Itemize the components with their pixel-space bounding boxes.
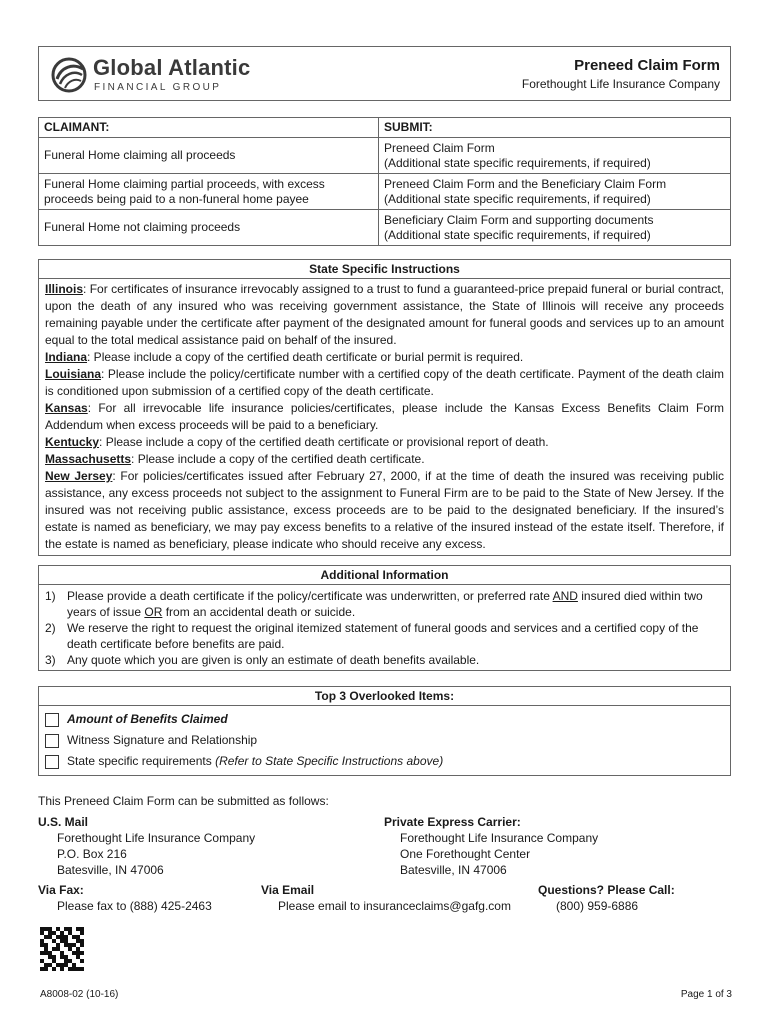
address-line: One Forethought Center bbox=[400, 847, 531, 861]
us-mail-heading: U.S. Mail bbox=[38, 815, 89, 829]
address-line: Forethought Life Insurance Company bbox=[400, 831, 599, 845]
checkbox-label: Witness Signature and Relationship bbox=[67, 733, 258, 747]
amount-claimed-checkbox[interactable] bbox=[45, 713, 59, 727]
address-line: Forethought Life Insurance Company bbox=[57, 831, 256, 845]
additional-info-box bbox=[38, 565, 731, 671]
state-instructions-title: State Specific Instructions bbox=[39, 260, 730, 279]
claimant-cell: Funeral Home claiming all proceeds bbox=[39, 138, 379, 174]
state-name: Massachusetts bbox=[45, 452, 132, 466]
overlooked-items-box bbox=[38, 686, 731, 776]
overlooked-item bbox=[45, 709, 724, 730]
express-carrier-address bbox=[384, 814, 598, 878]
table-row bbox=[39, 210, 731, 246]
witness-signature-checkbox[interactable] bbox=[45, 734, 59, 748]
claimant-line: proceeds being paid to a non-funeral home payee bbox=[44, 191, 309, 206]
state-requirements-checkbox[interactable] bbox=[45, 755, 59, 769]
fax-contact bbox=[38, 882, 212, 914]
fax-heading: Via Fax: bbox=[38, 883, 84, 897]
address-line: Batesville, IN 47006 bbox=[400, 863, 507, 877]
form-subtitle: Forethought Life Insurance Company bbox=[521, 77, 720, 91]
checkbox-label bbox=[67, 753, 443, 770]
form-title: Preneed Claim Form bbox=[574, 57, 720, 74]
state-name: Kentucky bbox=[45, 435, 100, 449]
claimant-line: Funeral Home claiming partial proceeds, with excess bbox=[44, 176, 325, 191]
claimant-cell bbox=[39, 174, 379, 210]
submit-line: Beneficiary Claim Form and supporting documents bbox=[384, 212, 654, 227]
claimant-submit-table bbox=[38, 117, 731, 246]
state-text: : Please include a copy of the certified death certificate or burial permit is required. bbox=[87, 350, 524, 364]
submit-line: (Additional state specific requirements, if required) bbox=[384, 191, 651, 206]
submission-intro: This Preneed Claim Form can be submitted as follows: bbox=[38, 794, 329, 808]
form-header bbox=[38, 46, 731, 101]
submit-line: Preneed Claim Form and the Beneficiary Claim Form bbox=[384, 176, 667, 191]
fax-number: Please fax to (888) 425-2463 bbox=[57, 899, 212, 913]
submit-line: Preneed Claim Form bbox=[384, 140, 495, 155]
submit-line: (Additional state specific requirements, if required) bbox=[384, 155, 651, 170]
us-mail-address bbox=[38, 814, 255, 878]
list-item bbox=[45, 652, 724, 668]
overlooked-items-body bbox=[39, 706, 730, 775]
item-text: We reserve the right to request the original itemized statement of funeral goods and services and a certified copy of the death certificate before benefits are paid. bbox=[67, 621, 699, 651]
item-text: Any quote which you are given is only an estimate of death benefits available. bbox=[67, 653, 480, 667]
state-instruction bbox=[45, 468, 724, 553]
item-emphasis: OR bbox=[144, 605, 163, 619]
additional-info-body bbox=[39, 585, 730, 670]
email-contact bbox=[261, 882, 511, 914]
item-text-part: Please provide a death certificate if the policy/certificate was underwritten, or preferred rate bbox=[67, 589, 553, 603]
state-text: : Please include a copy of the certified death certificate or provisional report of death. bbox=[99, 435, 549, 449]
table-row bbox=[39, 138, 731, 174]
state-instruction bbox=[45, 451, 724, 468]
table-header-row bbox=[39, 118, 731, 138]
state-text: : For all irrevocable life insurance policies/certificates, please include the Kansas Excess Benefits Claim Form Addendum when excess proceeds will be paid to a beneficiary. bbox=[45, 401, 724, 432]
email-address[interactable]: Please email to insuranceclaims@gafg.com bbox=[278, 899, 511, 913]
phone-contact bbox=[538, 882, 675, 914]
state-text: : Please include a copy of the certified death certificate. bbox=[131, 452, 425, 466]
state-instruction bbox=[45, 434, 724, 451]
logo-text: Global Atlantic bbox=[93, 55, 251, 80]
state-name: New Jersey bbox=[45, 469, 113, 483]
checkbox-label-note: (Refer to State Specific Instructions above) bbox=[215, 754, 444, 768]
submit-header: SUBMIT: bbox=[379, 118, 731, 138]
express-carrier-heading: Private Express Carrier: bbox=[384, 815, 521, 829]
state-instruction bbox=[45, 366, 724, 400]
barcode-image bbox=[40, 927, 84, 971]
phone-heading: Questions? Please Call: bbox=[538, 883, 675, 897]
item-number: 1) bbox=[45, 589, 56, 603]
item-emphasis: AND bbox=[552, 589, 578, 603]
state-name: Louisiana bbox=[45, 367, 102, 381]
list-item bbox=[45, 588, 724, 620]
email-heading: Via Email bbox=[261, 883, 315, 897]
submit-cell bbox=[379, 174, 731, 210]
overlooked-item bbox=[45, 730, 724, 751]
item-text bbox=[67, 588, 724, 620]
claimant-cell: Funeral Home not claiming proceeds bbox=[39, 210, 379, 246]
list-item bbox=[45, 620, 724, 652]
state-instruction bbox=[45, 349, 724, 366]
state-name: Indiana bbox=[45, 350, 88, 364]
state-instruction bbox=[45, 400, 724, 434]
item-text-part: insured died within two years of issue bbox=[67, 589, 703, 619]
item-number: 3) bbox=[45, 653, 56, 667]
logo-emblem-icon bbox=[51, 57, 87, 93]
table-row bbox=[39, 174, 731, 210]
state-instruction bbox=[45, 281, 724, 349]
state-instructions-body bbox=[39, 279, 730, 555]
page-number: Page 1 of 3 bbox=[680, 989, 732, 1000]
state-name: Kansas bbox=[45, 401, 88, 415]
address-line: P.O. Box 216 bbox=[57, 847, 127, 861]
overlooked-items-title: Top 3 Overlooked Items: bbox=[39, 687, 730, 706]
state-name: Illinois bbox=[45, 282, 84, 296]
state-text: : For certificates of insurance irrevocably assigned to a trust to fund a guaranteed-price prepaid funeral or burial contract, upon the death of any insured who was receiving government assistance, the State of Illinois will receive any proceeds remaining payable under the certificate after payment of the designated amount for funeral goods and services up to an amount equal to the total medical assistance paid on behalf of the insured. bbox=[45, 282, 724, 347]
state-text: : Please include the policy/certificate number with a certified copy of the death certificate. Payment of the death claim is conditioned upon submission of a certified copy of the death certificate. bbox=[45, 367, 724, 398]
claimant-header: CLAIMANT: bbox=[39, 118, 379, 138]
additional-info-title: Additional Information bbox=[39, 566, 730, 585]
submit-line: (Additional state specific requirements, if required) bbox=[384, 227, 651, 242]
submit-cell bbox=[379, 210, 731, 246]
item-text-part: from an accidental death or suicide. bbox=[162, 605, 356, 619]
state-text: : For policies/certificates issued after February 27, 2000, if at the time of death the insured was receiving public assistance, any excess proceeds not subject to the assignment to Funeral Firm are to be paid to the State of New Jersey. If the insured was not receiving public assistance, excess proceeds are to be paid to the designated beneficiary. If the insured’s estate is named as beneficiary, we may pay excess benefits to a relative of the insured instead of the estate itself. Therefore, if the estate is named as beneficiary, please indicate who should receive any excess. bbox=[45, 469, 725, 551]
checkbox-label-part: State specific requirements bbox=[67, 754, 216, 768]
address-line: Batesville, IN 47006 bbox=[57, 863, 164, 877]
additional-info-list bbox=[45, 588, 724, 668]
form-number: A8008-02 (10-16) bbox=[40, 989, 119, 1000]
phone-number: (800) 959-6886 bbox=[556, 899, 639, 913]
logo-subtext: FINANCIAL GROUP bbox=[94, 82, 222, 93]
checkbox-label: Amount of Benefits Claimed bbox=[67, 712, 228, 726]
submit-cell bbox=[379, 138, 731, 174]
overlooked-item bbox=[45, 751, 724, 772]
state-instructions-box bbox=[38, 259, 731, 556]
global-atlantic-logo bbox=[51, 55, 281, 95]
item-number: 2) bbox=[45, 621, 56, 635]
